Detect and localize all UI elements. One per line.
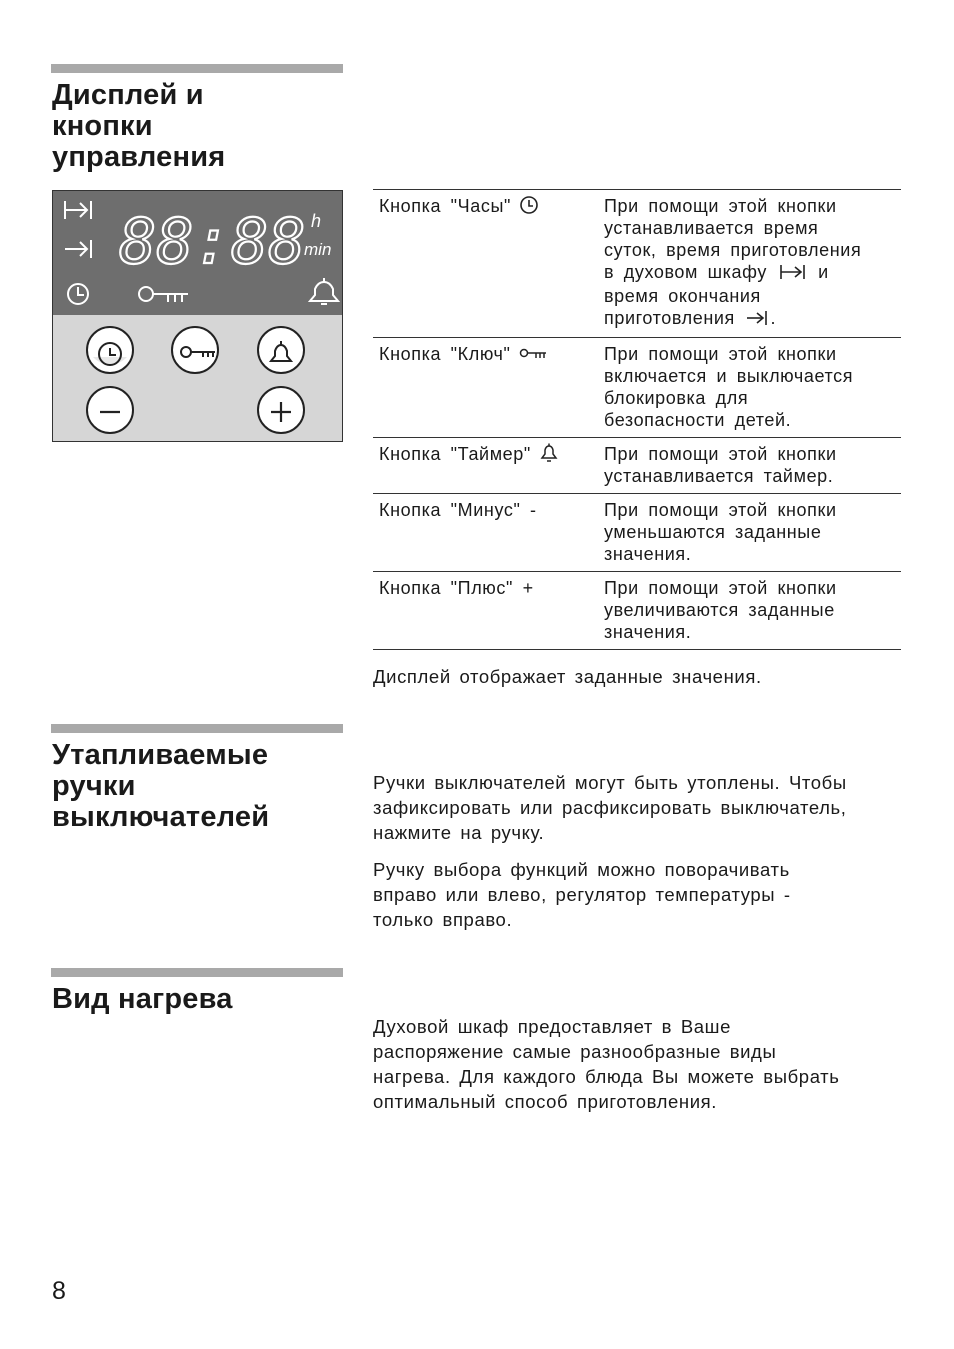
button-name: Кнопка "Ключ" (379, 344, 511, 364)
table-row (373, 572, 901, 650)
heading-line: Утапливаемые (52, 739, 269, 771)
clock-icon (68, 284, 88, 304)
description-line: увеличиваются заданные (604, 600, 835, 620)
button-name-cell (373, 195, 604, 331)
description-text: приготовления (604, 308, 735, 328)
table-row (373, 189, 901, 338)
heading-line: управления (52, 141, 226, 173)
display-note (373, 664, 903, 689)
section-divider (51, 968, 343, 977)
paragraph-line: зафиксировать или расфиксировать выключатель, (373, 797, 847, 818)
paragraph-line: распоряжение самые разнообразные виды (373, 1041, 777, 1062)
section-heading-heating-type (52, 984, 352, 1015)
control-panel-illustration (52, 190, 343, 442)
description-cell (604, 577, 901, 643)
panel-minus-button[interactable] (87, 387, 133, 433)
description-text: и (818, 262, 829, 282)
heading-line: выключателей (52, 801, 270, 833)
heading-line: Вид нагрева (52, 983, 233, 1015)
description-line: время окончания (604, 286, 761, 306)
paragraph (373, 1014, 903, 1114)
description-line: При помощи этой кнопки (604, 196, 837, 216)
duration-icon (779, 263, 807, 285)
panel-timer-button[interactable] (258, 327, 304, 373)
bell-icon (310, 278, 338, 304)
table-row (373, 338, 901, 438)
description-line: При помощи этой кнопки (604, 578, 837, 598)
description-line (604, 261, 901, 285)
description-line: блокировка для (604, 388, 749, 408)
section-heading-display (52, 80, 352, 173)
paragraph-line: Духовой шкаф предоставляет в Ваше (373, 1016, 731, 1037)
buttons-table (373, 189, 901, 650)
clock-icon (519, 195, 539, 215)
description-line: При помощи этой кнопки (604, 344, 837, 364)
button-name-cell (373, 577, 604, 643)
bell-icon (539, 443, 559, 463)
description-line: значения. (604, 622, 692, 642)
paragraph (373, 770, 903, 845)
button-name: Кнопка "Плюс" + (379, 578, 534, 598)
key-icon (139, 287, 188, 302)
description-line: устанавливается таймер. (604, 466, 834, 486)
heading-line: ручки (52, 770, 136, 802)
paragraph-line: нагрева. Для каждого блюда Вы можете выбрать (373, 1066, 840, 1087)
description-line: значения. (604, 544, 692, 564)
description-line: уменьшаются заданные (604, 522, 822, 542)
description-cell (604, 343, 901, 431)
section-heading-recessed-knobs (52, 740, 352, 833)
display-digits: 88:88 (119, 205, 306, 278)
button-name: Кнопка "Минус" - (379, 500, 537, 520)
paragraph-line: вправо или влево, регулятор температуры - (373, 884, 791, 905)
description-line: суток, время приготовления (604, 240, 862, 260)
panel-key-button[interactable] (172, 327, 218, 373)
heading-line: кнопки (52, 110, 153, 142)
description-line: При помощи этой кнопки (604, 444, 837, 464)
paragraph-line: Ручку выбора функций можно поворачивать (373, 859, 790, 880)
section-divider (51, 724, 343, 733)
description-line: включается и выключается (604, 366, 854, 386)
description-line: устанавливается время (604, 218, 819, 238)
description-line: При помощи этой кнопки (604, 500, 837, 520)
description-cell (604, 499, 901, 565)
button-name: Кнопка "Часы" (379, 196, 511, 216)
display-unit-min: min (304, 240, 332, 259)
button-name-cell (373, 343, 604, 431)
description-text: в духовом шкафу (604, 262, 767, 282)
panel-clock-button[interactable] (87, 327, 133, 373)
description-cell (604, 195, 901, 331)
paragraph-line: только вправо. (373, 909, 513, 930)
paragraph-line: Дисплей отображает заданные значения. (373, 666, 762, 687)
display-unit-h: h (311, 211, 322, 231)
button-name-cell (373, 499, 604, 565)
description-line: безопасности детей. (604, 410, 792, 430)
page-number: 8 (52, 1277, 66, 1305)
section-divider (51, 64, 343, 73)
description-text: . (770, 308, 777, 328)
button-name: Кнопка "Таймер" (379, 444, 531, 464)
end-time-icon (746, 309, 768, 331)
paragraph-line: оптимальный способ приготовления. (373, 1091, 717, 1112)
paragraph-line: Ручки выключателей могут быть утоплены. Чтобы (373, 772, 847, 793)
description-line (604, 307, 901, 331)
description-cell (604, 443, 901, 487)
end-time-icon (65, 240, 91, 258)
panel-plus-button[interactable] (258, 387, 304, 433)
table-row (373, 494, 901, 572)
key-icon (519, 348, 547, 360)
table-row (373, 438, 901, 494)
heading-line: Дисплей и (52, 79, 204, 111)
button-name-cell (373, 443, 604, 487)
paragraph-line: нажмите на ручку. (373, 822, 545, 843)
duration-icon (65, 201, 91, 219)
paragraph (373, 857, 903, 932)
